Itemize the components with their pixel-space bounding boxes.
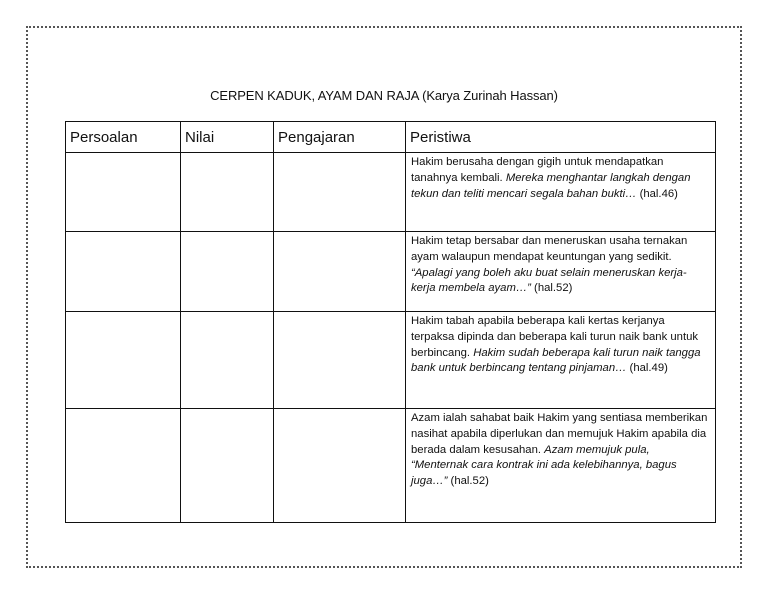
page-reference: (hal.46) (636, 187, 678, 200)
table-row (66, 153, 716, 232)
nilai-cell (181, 409, 274, 523)
document-title: CERPEN KADUK, AYAM DAN RAJA (Karya Zurinah Hassan) (210, 88, 558, 103)
peristiwa-text: Hakim berusaha dengan gigih untuk mendapatkan tanahnya kembali. (411, 156, 664, 184)
peristiwa-text: Hakim tetap bersabar dan meneruskan usaha ternakan ayam walaupun mendapat keuntungan yang sedikit. (411, 235, 688, 263)
pengajaran-cell (274, 312, 406, 409)
pengajaran-cell (274, 232, 406, 312)
peristiwa-text: Azam ialah sahabat baik Hakim yang sentiasa memberikan nasihat apabila diperlukan dan memujuk Hakim apabila dia berada dalam kesusahan. (411, 412, 708, 456)
persoalan-cell (66, 312, 181, 409)
page-reference: (hal.52) (530, 282, 573, 295)
peristiwa-cell (406, 232, 716, 312)
page-reference: (hal.49) (626, 362, 668, 375)
nilai-cell (181, 312, 274, 409)
pengajaran-cell (274, 409, 406, 523)
table-row (66, 232, 716, 312)
persoalan-cell (66, 409, 181, 523)
persoalan-cell (66, 153, 181, 232)
cerpen-table (65, 121, 716, 523)
peristiwa-quote: Azam memujuk pula, “Menternak cara kontrak ini ada kelebihannya, bagus juga…” (411, 443, 677, 488)
persoalan-cell (66, 232, 181, 312)
header-pengajaran: Pengajaran (274, 122, 406, 153)
table-row (66, 312, 716, 409)
nilai-cell (181, 153, 274, 232)
table-row (66, 409, 716, 523)
peristiwa-quote: Mereka menghantar langkah dengan tekun dan teliti mencari segala bahan bukti… (411, 171, 691, 200)
peristiwa-cell (406, 409, 716, 523)
peristiwa-cell (406, 312, 716, 409)
nilai-cell (181, 232, 274, 312)
page-reference: (hal.52) (447, 475, 489, 488)
header-peristiwa: Peristiwa (406, 122, 716, 153)
pengajaran-cell (274, 153, 406, 232)
header-nilai: Nilai (181, 122, 274, 153)
header-row (66, 122, 716, 153)
peristiwa-quote: Hakim sudah beberapa kali turun naik tangga bank untuk berbincang tentang pinjaman… (411, 346, 701, 375)
peristiwa-quote: “Apalagi yang boleh aku buat selain meneruskan kerja-kerja membela ayam…” (411, 266, 687, 295)
peristiwa-cell (406, 153, 716, 232)
header-persoalan: Persoalan (66, 122, 181, 153)
peristiwa-text: Hakim tabah apabila beberapa kali kertas kerjanya terpaksa dipinda dan beberapa kali turun naik bank untuk berbincang. (411, 315, 699, 359)
